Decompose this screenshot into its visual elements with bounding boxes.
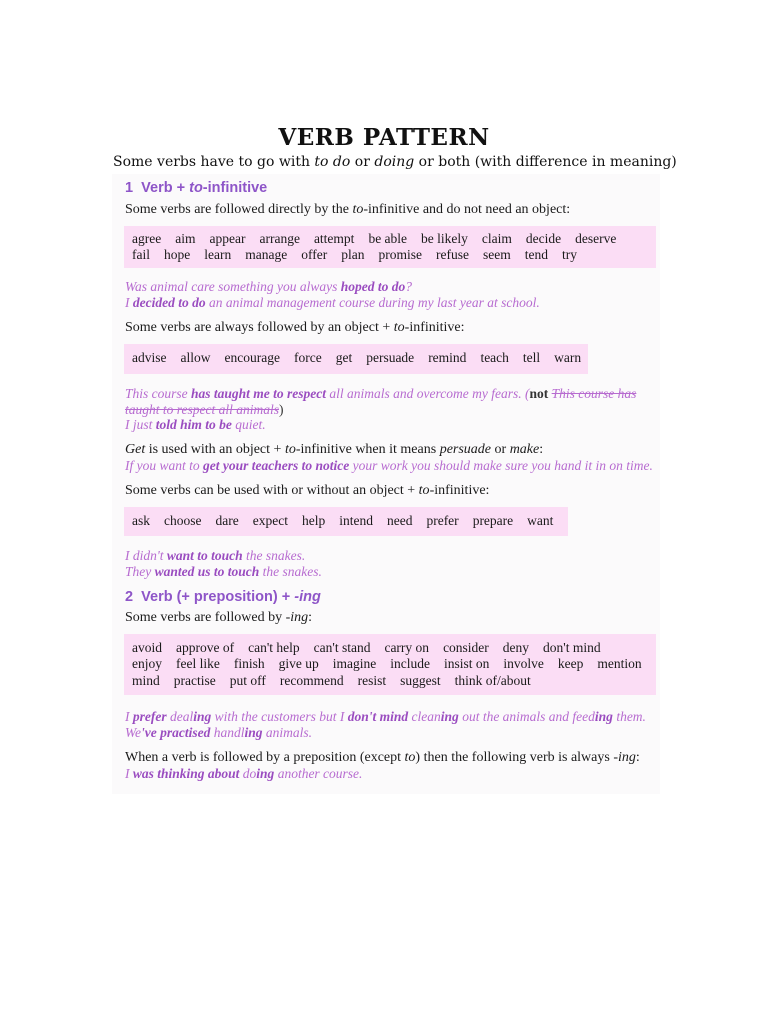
verb-item: intend	[339, 513, 373, 528]
ex7-bold: wanted us to touch	[154, 564, 260, 579]
ex3-pre: This course	[125, 386, 192, 401]
verb-item: warn	[554, 350, 582, 365]
s1-intro2-to: to	[393, 320, 405, 335]
verb-box-1	[124, 226, 656, 268]
subtitle-or: or	[350, 154, 375, 170]
s2ex1-t1: deal	[166, 709, 194, 724]
ex3-close: )	[279, 402, 284, 417]
ex4-pre: I just	[125, 417, 156, 432]
get-mid: is used with an object +	[145, 442, 285, 457]
s2ex2-pre: We	[125, 725, 141, 740]
example-1	[125, 279, 412, 295]
ex3-not: not	[529, 386, 549, 401]
verb-item: advise	[132, 350, 167, 365]
verb-item: be able	[368, 231, 408, 246]
s2ex3-bold: was thinking about	[132, 766, 240, 781]
verb-item: recommend	[279, 673, 344, 688]
verb-item: attempt	[313, 231, 355, 246]
get-persuade: persuade	[439, 442, 492, 457]
verb-item: include	[390, 656, 430, 671]
s1-intro3-post: -infinitive:	[429, 483, 490, 498]
verb-item: refuse	[435, 247, 469, 262]
verb-item: keep	[557, 656, 584, 671]
page-title: VERB PATTERN	[278, 124, 490, 151]
verb-item: tend	[524, 247, 548, 262]
s2-example-1	[125, 709, 646, 725]
verb-item: don't mind	[543, 640, 601, 655]
get-to: to	[284, 442, 296, 457]
verb-item: hope	[164, 247, 191, 262]
s2-intro-ing: -ing	[285, 610, 309, 625]
get-rule	[125, 442, 543, 458]
example-2	[125, 295, 540, 311]
verb-item: get	[335, 350, 353, 365]
verb-box-1-row-1	[132, 231, 630, 248]
s2ex1-b3: don't mind	[347, 709, 409, 724]
verb-item: encourage	[224, 350, 280, 365]
verb-item: approve of	[176, 640, 235, 655]
verb-item: want	[527, 513, 554, 528]
verb-item: carry on	[384, 640, 430, 655]
ex5-bold: get your teachers to notice	[203, 458, 350, 473]
section1-heading-pre: Verb +	[141, 180, 190, 196]
section1-intro-3	[125, 483, 489, 499]
example-3	[125, 386, 636, 402]
verb-box-2-row-1	[132, 350, 595, 367]
ex7-pre: They	[125, 564, 155, 579]
section2-heading-ing: -ing	[294, 589, 321, 605]
example-4	[125, 417, 266, 433]
verb-item: feel like	[176, 656, 220, 671]
s1-intro-pre: Some verbs are followed directly by the	[125, 202, 353, 217]
ex1-post: ?	[405, 279, 413, 294]
s1-intro-post: -infinitive and do not need an object:	[363, 202, 571, 217]
subtitle-pre: Some verbs have to go with	[113, 154, 315, 170]
verb-item: appear	[209, 231, 246, 246]
section2-number: 2	[125, 589, 134, 605]
verb-item: finish	[233, 656, 265, 671]
ex5-post: your work you should make sure you hand it in on time.	[349, 458, 653, 473]
verb-item: be likely	[421, 231, 468, 246]
verb-item: resist	[357, 673, 387, 688]
ex5-pre: If you want to	[125, 458, 203, 473]
verb-item: remind	[428, 350, 467, 365]
verb-item: arrange	[259, 231, 300, 246]
ex4-post: quiet.	[231, 417, 266, 432]
s2ex1-b1: prefer	[132, 709, 167, 724]
s1-intro3-pre: Some verbs can be used with or without an object +	[125, 483, 419, 498]
get-word: Get	[125, 442, 146, 457]
subtitle	[113, 154, 677, 170]
section1-number: 1	[125, 180, 134, 196]
verb-item: teach	[480, 350, 509, 365]
verb-box-2	[124, 344, 588, 374]
verb-box-4-row-2	[132, 656, 656, 673]
verb-box-1-row-2	[132, 247, 591, 264]
section2-heading	[125, 589, 321, 605]
verb-item: think of/about	[454, 673, 531, 688]
example-6	[125, 548, 305, 564]
get-make: make	[509, 442, 540, 457]
ex1-bold: hoped to do	[340, 279, 406, 294]
preposition-rule	[125, 750, 640, 766]
section1-heading-post: -infinitive	[202, 180, 268, 196]
example-5	[125, 458, 653, 474]
subtitle-doing: doing	[374, 154, 415, 170]
get-colon: :	[539, 442, 544, 457]
verb-item: force	[293, 350, 322, 365]
section1-intro	[125, 202, 570, 218]
verb-item: plan	[341, 247, 365, 262]
prep-ing: -ing	[613, 750, 636, 765]
verb-item: involve	[503, 656, 544, 671]
prep-to: to	[404, 750, 416, 765]
verb-item: offer	[301, 247, 328, 262]
s1-intro-to: to	[352, 202, 364, 217]
get-mid2: -infinitive when it means	[295, 442, 440, 457]
ex6-pre: I didn't	[125, 548, 167, 563]
s2-example-2	[125, 725, 312, 741]
s1-intro3-to: to	[418, 483, 430, 498]
verb-item: practise	[173, 673, 216, 688]
s2ex2-t2: animals.	[262, 725, 313, 740]
verb-item: suggest	[400, 673, 441, 688]
subtitle-post: or both (with difference in meaning)	[414, 154, 677, 170]
verb-item: deny	[502, 640, 530, 655]
verb-item: need	[386, 513, 413, 528]
ex3-mid: all animals and overcome my fears. (	[326, 386, 530, 401]
s2ex2-b2: ing	[244, 725, 263, 740]
prep-post: :	[635, 750, 640, 765]
s2ex1-b5: ing	[594, 709, 613, 724]
s1-intro2-pre: Some verbs are always followed by an object +	[125, 320, 394, 335]
ex6-post: the snakes.	[242, 548, 306, 563]
verb-item: consider	[443, 640, 489, 655]
verb-item: imagine	[332, 656, 377, 671]
prep-mid: ) then the following verb is always	[415, 750, 614, 765]
verb-item: promise	[378, 247, 422, 262]
section1-intro-2	[125, 320, 465, 336]
verb-item: help	[301, 513, 326, 528]
example-7	[125, 564, 322, 580]
subtitle-todo: to do	[314, 154, 351, 170]
ex4-bold: told him to be	[155, 417, 232, 432]
verb-item: ask	[132, 513, 150, 528]
s2ex1-b4: ing	[440, 709, 459, 724]
section1-heading-to: to	[189, 180, 203, 196]
verb-box-4-row-1	[132, 640, 615, 657]
verb-box-4-row-3	[132, 673, 545, 690]
verb-item: deserve	[575, 231, 617, 246]
verb-item: prepare	[472, 513, 514, 528]
verb-box-3	[124, 507, 568, 536]
verb-item: fail	[132, 247, 150, 262]
s2ex1-t5: them.	[612, 709, 646, 724]
s2ex1-b2: ing	[193, 709, 212, 724]
section2-intro	[125, 610, 312, 626]
verb-item: prefer	[426, 513, 459, 528]
verb-item: learn	[204, 247, 232, 262]
verb-item: enjoy	[132, 656, 162, 671]
verb-item: mention	[597, 656, 642, 671]
ex1-pre: Was animal care something you always	[125, 279, 341, 294]
verb-item: give up	[278, 656, 319, 671]
s2ex3-t1: do	[239, 766, 257, 781]
s2ex1-t2: with the customers but I	[211, 709, 348, 724]
ex2-pre: I	[125, 295, 133, 310]
ex3-strike-1: This course has	[551, 386, 637, 401]
verb-item: agree	[132, 231, 162, 246]
ex3-strike-2: taught to respect all animals	[125, 402, 279, 417]
s2-intro-pre: Some verbs are followed by	[125, 610, 286, 625]
s2ex3-b2: ing	[256, 766, 275, 781]
verb-item: aim	[175, 231, 196, 246]
verb-item: claim	[481, 231, 512, 246]
s2ex3-t2: another course.	[274, 766, 363, 781]
ex2-bold: decided to do	[132, 295, 206, 310]
example-3-cont	[125, 402, 284, 418]
verb-item: manage	[245, 247, 288, 262]
ex7-post: the snakes.	[259, 564, 322, 579]
verb-box-4	[124, 634, 656, 695]
section2-heading-pre: Verb (+ preposition) +	[141, 589, 295, 605]
s1-intro2-post: -infinitive:	[404, 320, 465, 335]
verb-item: try	[561, 247, 577, 262]
verb-item: choose	[164, 513, 202, 528]
s2-intro-post: :	[308, 610, 313, 625]
verb-item: allow	[180, 350, 211, 365]
verb-item: avoid	[132, 640, 162, 655]
verb-item: can't help	[248, 640, 300, 655]
s2ex3-pre: I	[125, 766, 133, 781]
s2-example-3	[125, 766, 362, 782]
s2ex1-t3: clean	[408, 709, 441, 724]
s2ex1-t4: out the animals and feed	[458, 709, 595, 724]
verb-item: seem	[482, 247, 511, 262]
prep-pre: When a verb is followed by a preposition (except	[125, 750, 405, 765]
verb-item: can't stand	[313, 640, 371, 655]
verb-item: dare	[215, 513, 239, 528]
verb-item: decide	[525, 231, 562, 246]
verb-item: insist on	[444, 656, 490, 671]
section1-heading	[125, 180, 267, 196]
s2ex2-t1: handl	[210, 725, 245, 740]
verb-box-3-row-1	[132, 513, 567, 530]
s2ex1-pre: I	[125, 709, 133, 724]
ex6-bold: want to touch	[166, 548, 243, 563]
verb-item: expect	[252, 513, 288, 528]
get-or: or	[491, 442, 510, 457]
s2ex2-b1: 've practised	[141, 725, 211, 740]
verb-item: persuade	[366, 350, 415, 365]
ex2-post: an animal management course during my last year at school.	[205, 295, 540, 310]
verb-item: put off	[229, 673, 266, 688]
verb-item: tell	[522, 350, 541, 365]
verb-item: mind	[132, 673, 160, 688]
ex3-bold: has taught me to respect	[191, 386, 327, 401]
